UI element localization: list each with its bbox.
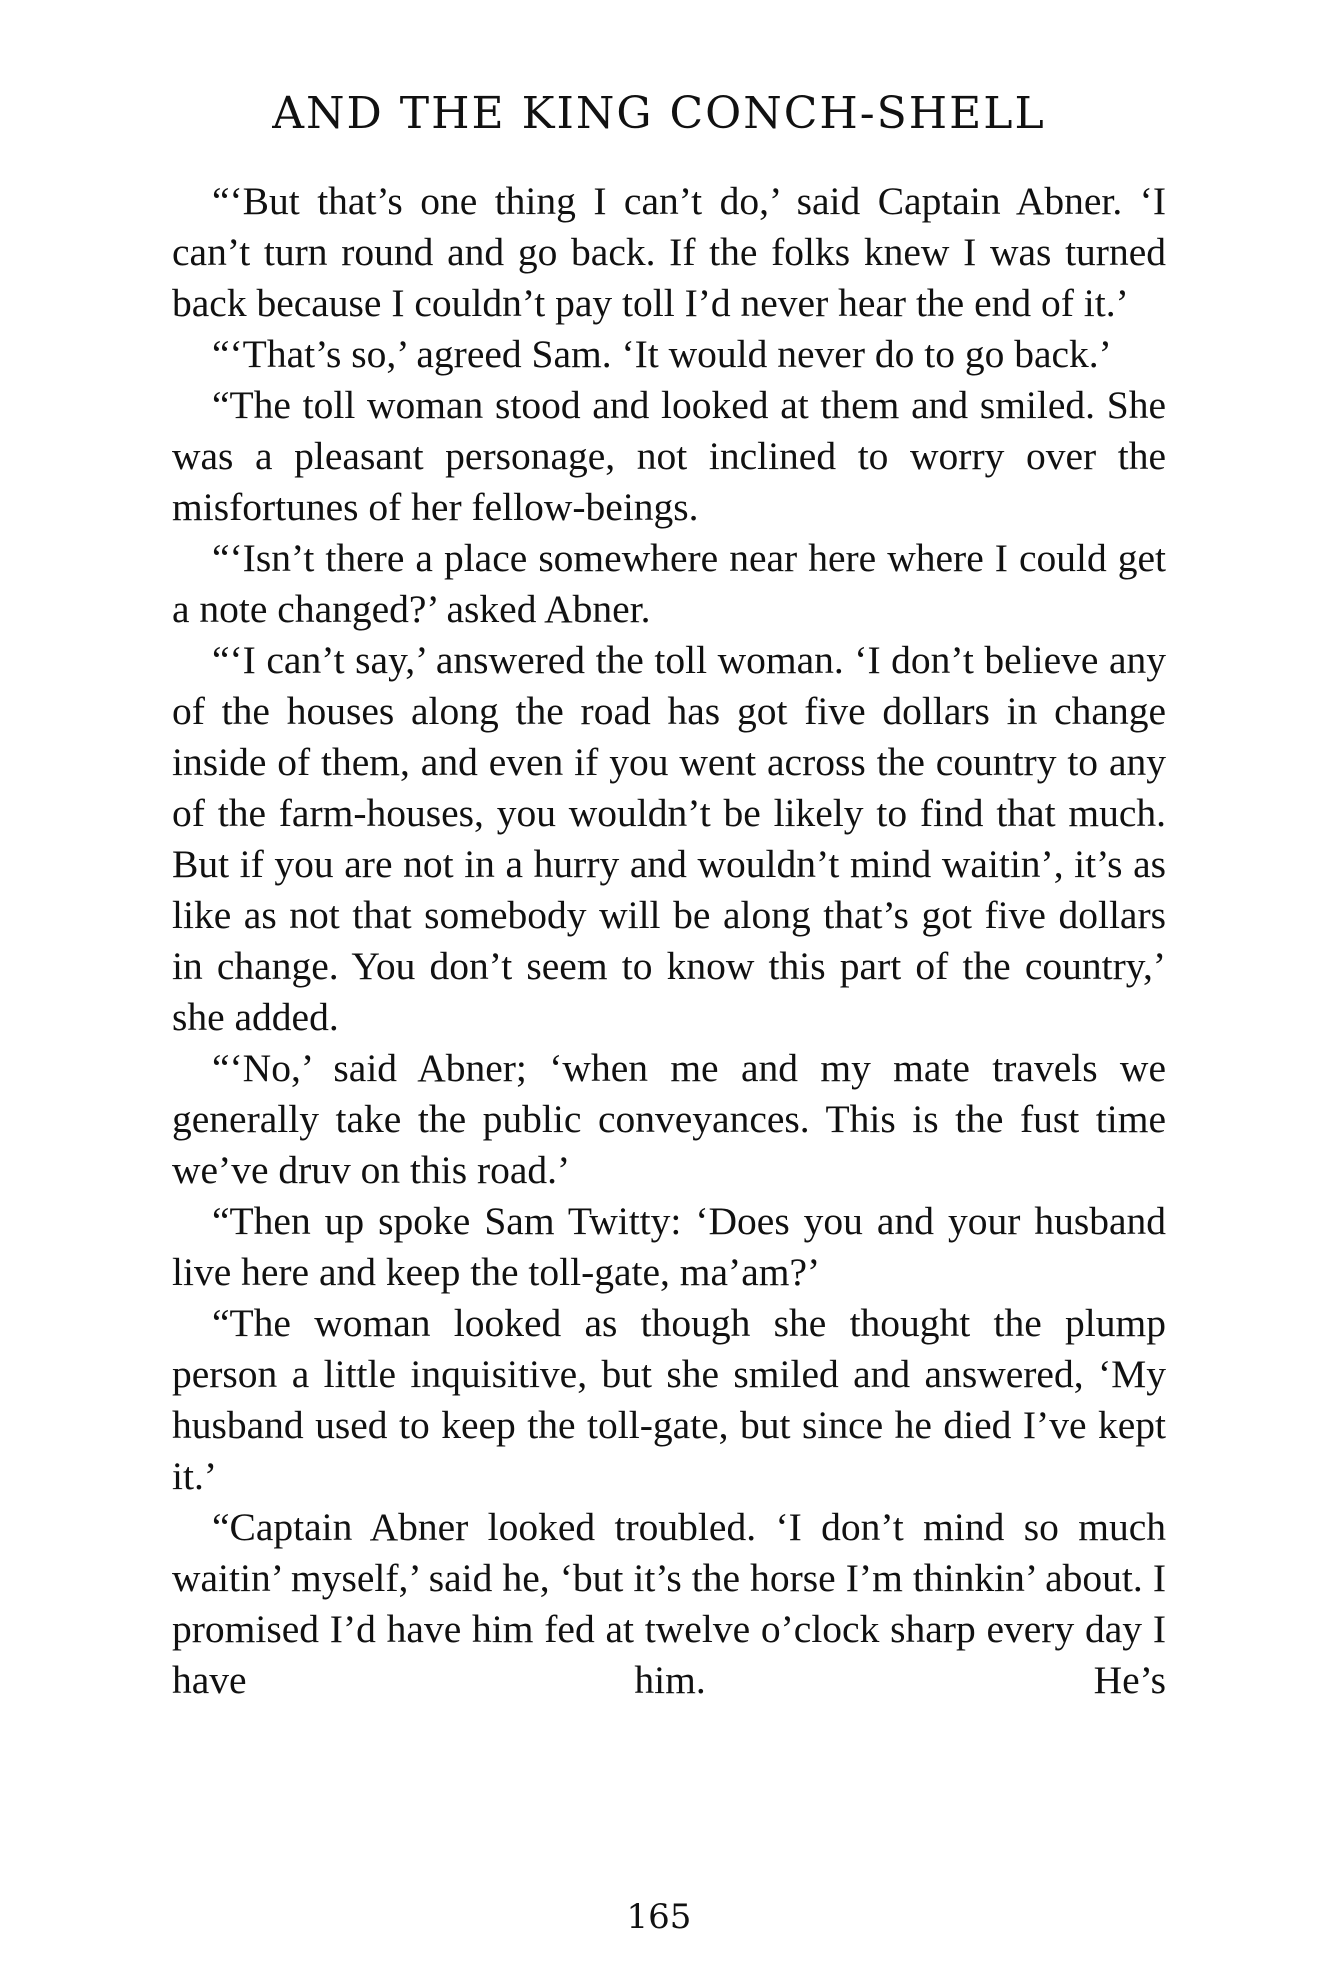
body-text (172, 176, 1166, 1706)
paragraph: “The woman looked as though she thought the plump person a little inquisitive, but she smiled and answered, ‘My husband used to keep the toll-gate, but since he died I’ve kept it.’ (172, 1301, 1166, 1498)
paragraph: “The toll woman stood and looked at them and smiled. She was a pleasant personage, not inclined to worry over the misfortunes of her fellow-beings. (172, 383, 1166, 529)
paragraph: “‘I can’t say,’ answered the toll woman. ‘I don’t believe any of the houses along the road has got five dollars in change inside of them, and even if you went across the country to any of the farm-houses, you wouldn’t be likely to find that much. But if you are not in a hurry and wouldn’t mind waitin’, it’s as like as not that somebody will be along that’s got five dollars in change. You don’t seem to know this part of the country,’ she added. (172, 638, 1166, 1039)
page-number: 165 (626, 1897, 692, 1937)
paragraph: “‘That’s so,’ agreed Sam. ‘It would never do to go back.’ (212, 332, 1112, 376)
paragraph: “‘But that’s one thing I can’t do,’ said Captain Abner. ‘I can’t turn round and go back. If the folks knew I was turned back because I couldn’t pay toll I’d never hear the end of it.’ (172, 179, 1166, 325)
paragraph: “Then up spoke Sam Twitty: ‘Does you and your husband live here and keep the toll-gate, ma’am?’ (172, 1199, 1166, 1294)
paragraph: “‘Isn’t there a place somewhere near here where I could get a note changed?’ asked Abner. (172, 536, 1166, 631)
paragraph: “‘No,’ said Abner; ‘when me and my mate travels we generally take the public conveyances. This is the fust time we’ve druv on this road.’ (172, 1046, 1166, 1192)
running-title: AND THE KING CONCH-SHELL (272, 88, 1046, 139)
paragraph: “Captain Abner looked troubled. ‘I don’t mind so much waitin’ myself,’ said he, ‘but it’s the horse I’m thinkin’ about. I promised I’d have him fed at twelve o’clock sharp every day I have him. He’s (172, 1505, 1166, 1702)
